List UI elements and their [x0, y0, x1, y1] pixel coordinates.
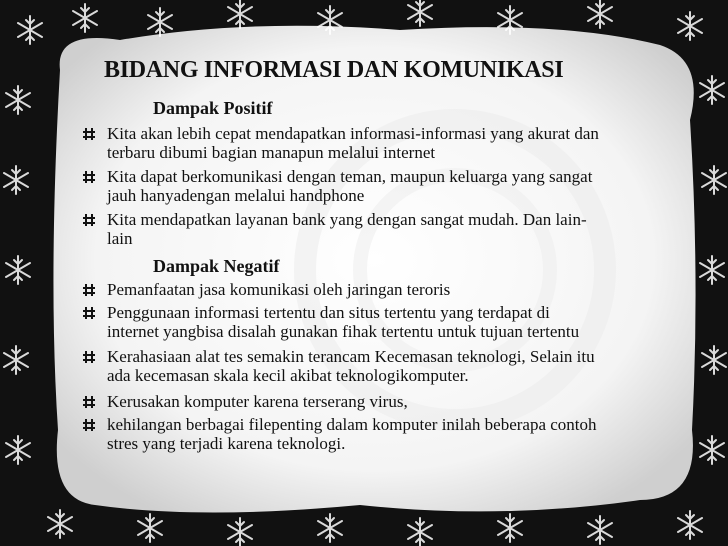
hash-bullet-icon	[82, 350, 96, 364]
hash-bullet-icon	[82, 418, 96, 432]
negative-heading: Dampak Negatif	[153, 256, 280, 276]
list-item	[82, 280, 682, 299]
list-item-line: internet yangbisa disalah gunakan fihak tertentu untuk tujuan tertentu	[107, 322, 580, 341]
list-item-line: terbaru dibumi bagian manapun melalui internet	[107, 143, 436, 162]
positive-heading: Dampak Positif	[153, 98, 273, 118]
list-item-line: kehilangan berbagai filepenting dalam komputer inilah beberapa contoh	[107, 415, 597, 434]
list-item-line: ada kecemasan skala kecil akibat teknologikomputer.	[107, 366, 469, 385]
list-item	[82, 415, 682, 453]
list-item-line: jauh hanyadengan melalui handphone	[107, 186, 365, 205]
list-item	[82, 124, 682, 162]
hash-bullet-icon	[82, 170, 96, 184]
list-item-line: Kerusakan komputer karena terserang virus,	[107, 392, 408, 411]
list-item	[82, 392, 682, 411]
list-item-line: Kita mendapatkan layanan bank yang dengan sangat mudah. Dan lain-	[107, 210, 587, 229]
list-item	[82, 167, 682, 205]
hash-bullet-icon	[82, 395, 96, 409]
list-item	[82, 347, 682, 385]
slide-title: BIDANG INFORMASI DAN KOMUNIKASI	[104, 57, 564, 83]
list-item-line: Pemanfaatan jasa komunikasi oleh jaringan teroris	[107, 280, 451, 299]
list-item-line: Kita dapat berkomunikasi dengan teman, maupun keluarga yang sangat	[107, 167, 593, 186]
hash-bullet-icon	[82, 213, 96, 227]
list-item-line: Kita akan lebih cepat mendapatkan informasi-informasi yang akurat dan	[107, 124, 599, 143]
hash-bullet-icon	[82, 283, 96, 297]
list-item	[82, 303, 682, 341]
hash-bullet-icon	[82, 306, 96, 320]
list-item-line: Kerahasiaan alat tes semakin terancam Kecemasan teknologi, Selain itu	[107, 347, 595, 366]
list-item-line: lain	[107, 229, 133, 248]
list-item-line: Penggunaan informasi tertentu dan situs tertentu yang terdapat di	[107, 303, 550, 322]
list-item	[82, 210, 682, 248]
hash-bullet-icon	[82, 127, 96, 141]
list-item-line: stres yang terjadi karena teknologi.	[107, 434, 346, 453]
